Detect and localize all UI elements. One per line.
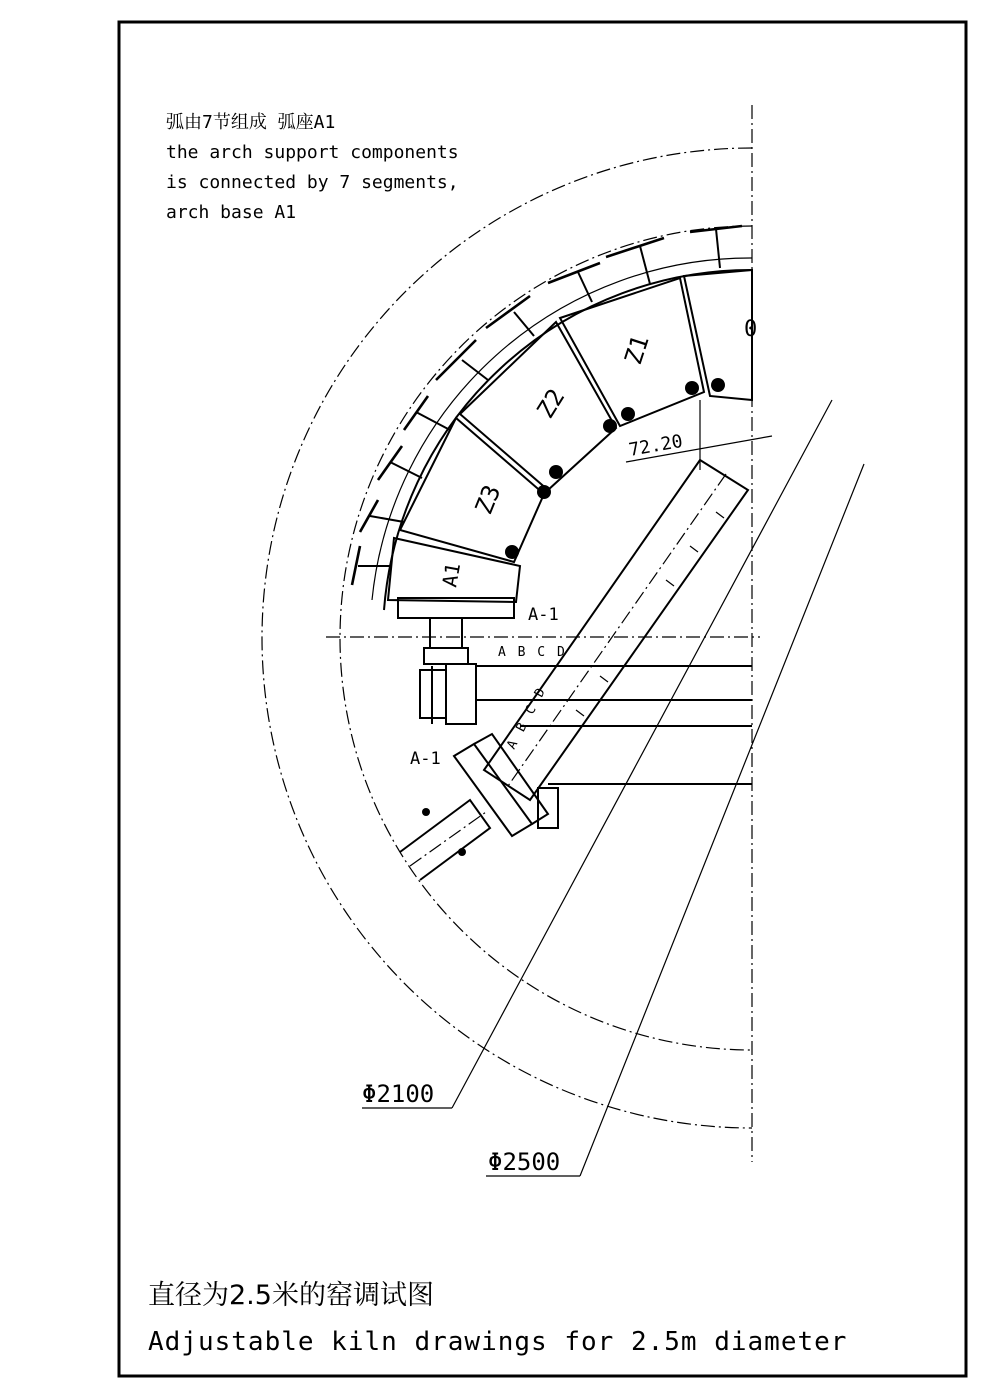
joint-bolt <box>549 465 563 479</box>
segment-label-z2: Z2 <box>531 383 571 424</box>
dimension-label: 72.20 <box>627 430 685 461</box>
joint-bolt <box>711 378 725 392</box>
inner-circle-2100 <box>340 226 752 1050</box>
title-en: Adjustable kiln drawings for 2.5m diameter <box>148 1327 848 1357</box>
note-line-cn: 弧由7节组成 弧座A1 <box>166 112 336 133</box>
joint-bolt <box>685 381 699 395</box>
section-letters-horizontal: A B C D <box>498 645 567 660</box>
joint-bolt <box>505 545 519 559</box>
segment-label-a1: A1 <box>437 560 466 589</box>
leader-line-2100 <box>452 400 832 1108</box>
diameter-leaders <box>362 400 864 1176</box>
joint-bolt <box>603 419 617 433</box>
joint-bolt <box>537 485 551 499</box>
section-lower-label: A-1 <box>410 749 441 769</box>
segment-z3-outline <box>400 418 544 562</box>
dimension-72-20 <box>626 400 772 470</box>
note-line-en-3: arch base A1 <box>166 202 297 223</box>
joint-bolt <box>621 407 635 421</box>
section-upper-label: A-1 <box>528 605 559 625</box>
segment-label-z3: Z3 <box>469 480 507 519</box>
adjusting-arm <box>400 460 748 880</box>
segment-label-0: 0 <box>744 317 758 342</box>
note-line-en-1: the arch support components <box>166 142 459 163</box>
section-letters-diagonal: A B C D <box>504 684 550 752</box>
section-labels <box>410 605 567 769</box>
segment-label-z1: Z1 <box>619 331 655 368</box>
centerlines <box>326 105 760 1162</box>
diameter-2500-label: Φ2500 <box>488 1148 561 1176</box>
outer-circle-2500 <box>262 148 752 1128</box>
title-cn: 直径为2.5米的窑调试图 <box>148 1280 434 1311</box>
diameter-2100-label: Φ2100 <box>362 1080 435 1108</box>
note-line-en-2: is connected by 7 segments, <box>166 172 459 193</box>
arch-segments <box>388 270 757 664</box>
segment-note <box>166 112 459 223</box>
